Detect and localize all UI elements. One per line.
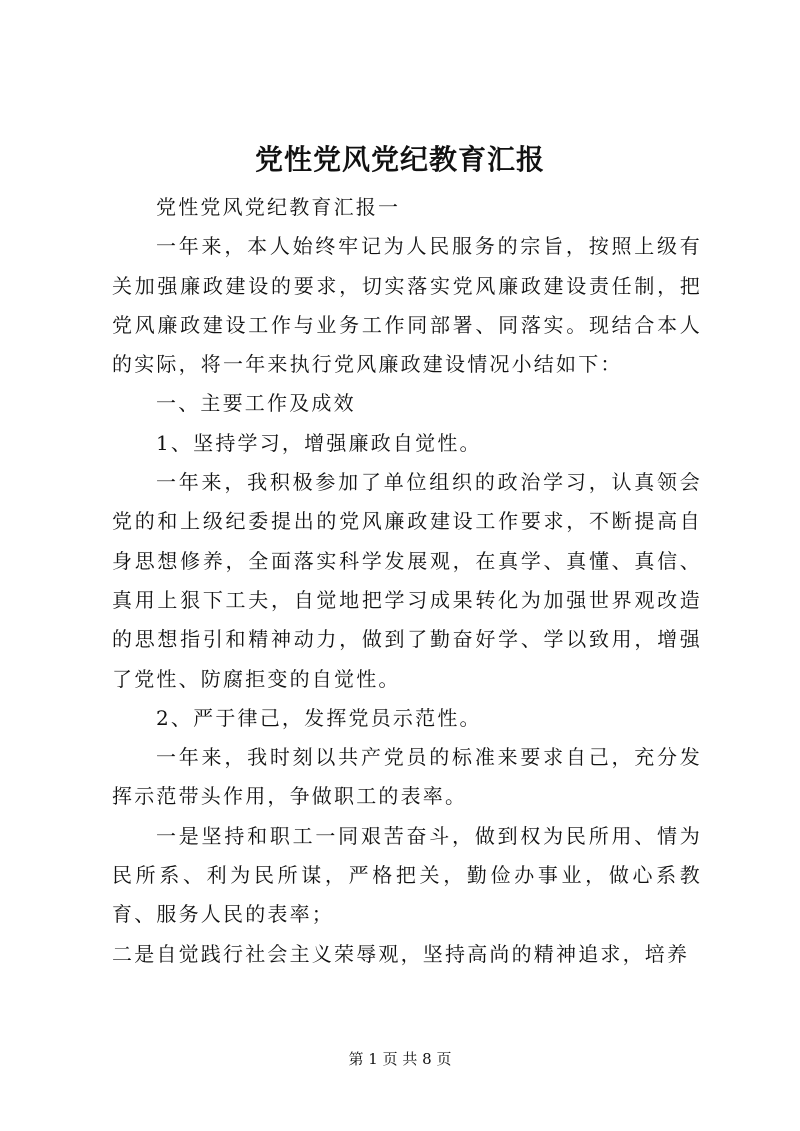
paragraph: 二是自觉践行社会主义荣辱观，坚持高尚的精神追求，培养 bbox=[112, 941, 690, 966]
paragraph: 一是坚持和职工一同艰苦奋斗，做到权为民所用、情为民所系、利为民所谋，严格把关，勤俭办事业，做心系教育、服务人民的表率； bbox=[112, 823, 702, 927]
paragraph: 一年来，本人始终牢记为人民服务的宗旨，按照上级有关加强廉政建设的要求，切实落实党风廉政建设责任制，把党风廉政建设工作与业务工作同部署、同落实。现结合本人的实际，将一年来执行党风廉政建设情况小结如下： bbox=[112, 234, 702, 377]
subsection-heading: 2、严于律己，发挥党员示范性。 bbox=[156, 705, 482, 730]
page-footer: 第 1 页 共 8 页 bbox=[348, 1050, 452, 1068]
paragraph: 一年来，我时刻以共产党员的标准来要求自己，充分发挥示范带头作用，争做职工的表率。 bbox=[112, 745, 702, 809]
subsection-heading: 1、坚持学习，增强廉政自觉性。 bbox=[156, 430, 482, 455]
paragraph: 一年来，我积极参加了单位组织的政治学习，认真领会党的和上级纪委提出的党风廉政建设工作要求，不断提高自身思想修养，全面落实科学发展观，在真学、真懂、真信、真用上狠下工夫，自觉地把学习成果转化为加强世界观改造的思想指引和精神动力，做到了勤奋好学、学以致用，增强了党性、防腐拒变的自觉性。 bbox=[112, 470, 702, 691]
section-heading: 一、主要工作及成效 bbox=[156, 391, 356, 416]
document-body bbox=[112, 188, 702, 974]
document-title: 党性党风党纪教育汇报 bbox=[254, 143, 545, 176]
paragraph: 党性党风党纪教育汇报一 bbox=[156, 195, 401, 219]
